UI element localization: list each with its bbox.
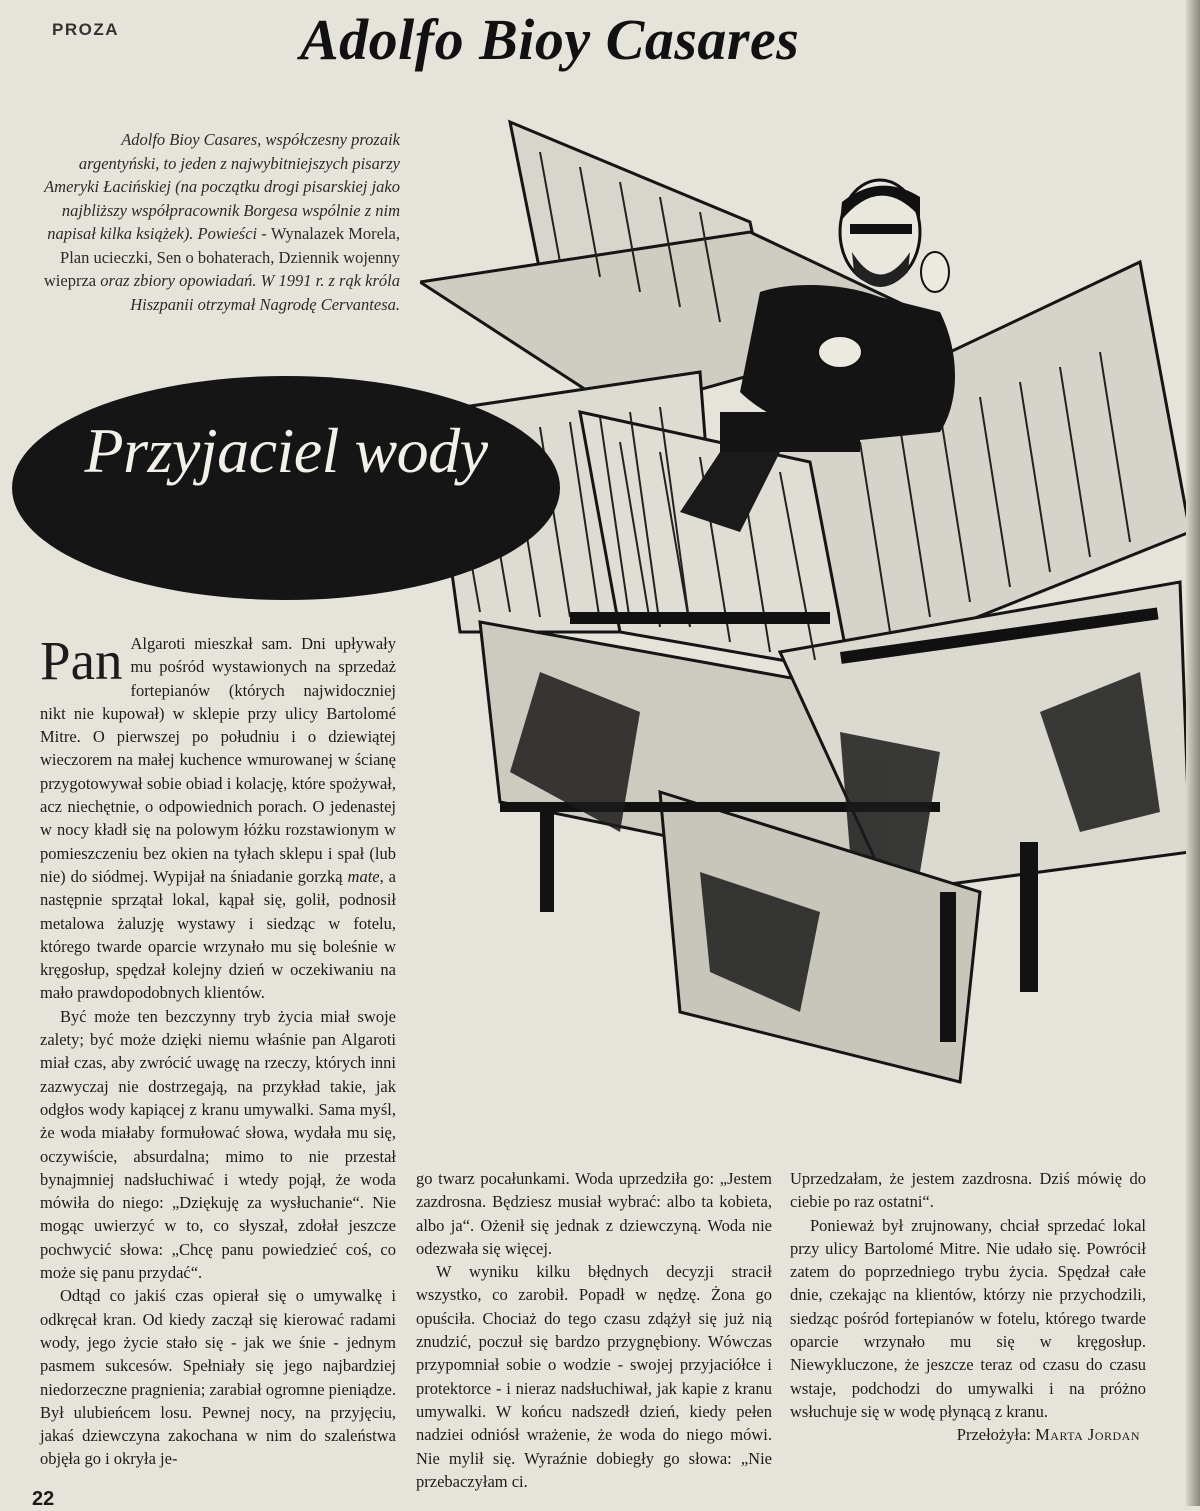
- text-column-1: [40, 632, 396, 1471]
- story-paragraph-2: Być może ten bezczynny tryb życia miał swoje zalety; być może dzięki niemu właśnie pan Algaroti miał czas, aby zwrócić uwagę na rzeczy, których inni zazwyczaj nie dostrzegają, na przykład takie, jak odgłos wody kapiącej z kranu umywalki. Sama myśl, że woda miałaby formułować słowa, wydała mu się, oczywiście, absurdalna; mimo to nie przestał bynajmniej nadsłuchiwać i wtedy pojął, że woda mówiła do niego: „Dziękuję za wysłuchanie“. Nie mogąc uwierzyć w to, co słyszał, zdołał jeszcze pochwycić słowa: „Chcę panu powiedzieć coś, co może się panu przydać“.: [40, 1006, 396, 1283]
- page-edge: [1186, 0, 1200, 1506]
- translator-name: Marta Jordan: [1035, 1425, 1140, 1444]
- translator-label: Przełożyła:: [956, 1425, 1036, 1444]
- story-paragraph-4: go twarz pocałunkami. Woda uprzedziła go: „Jestem zazdrosna. Będziesz musiał wybrać: albo ta kobieta, albo ja“. Ożenił się jednak z dziewczyną. Woda nie odezwała się więcej.: [416, 1169, 772, 1258]
- section-label: PROZA: [52, 20, 119, 39]
- story-paragraph-6: Uprzedzałam, że jestem zazdrosna. Dziś mówię do ciebie po raz ostatni“.: [790, 1169, 1146, 1212]
- dropcap: Pan: [40, 630, 123, 691]
- story-paragraph-3: Odtąd co jakiś czas opierał się o umywalkę i odkręcał kran. Od kiedy zaczął się kierować radami wody, jego życie stało się - jak we śnie - jednym pasmem sukcesów. Spełniały się jego najbardziej niedorzeczne pragnienia; zarabiał ogromne pieniądze. Był ulubieńcem losu. Pewnej nocy, na przyjęciu, jakaś dziewczyna zakochana w nim do szaleństwa objęła go i okryła je-: [40, 1286, 396, 1469]
- p1-text: Algaroti mieszkał sam. Dni upływały mu pośród wystawionych na sprzedaż fortepianów (których najwidoczniej nikt nie kupował) w sklepie przy ulicy Bartolomé Mitre. O pierwszej po południu i o dziewiątej wieczorem na małej kuchence wmurowanej w ścianę przygotowywał sobie obiad i kolację, które spożywał, acz niechętnie, o odpowiednich porach. O jedenastej w nocy kładł się na polowym łóżku rozstawionym w pomieszczeniu bez okien na tyłach sklepu i spał (lub nie) do siódmej. Wypijał na śniadanie gorzką: [40, 634, 396, 886]
- translator-credit: [900, 1425, 1140, 1445]
- p1-text-end: , a następnie sprzątał lokal, kąpał się, golił, podnosił metalowa żaluzję wystawy i siedząc w fotelu, którego twarde oparcie wrzynało mu się boleśnie w kręgosłup, spędzał kolejny dzień w oczekiwaniu na mało prawdopodobnych klientów.: [40, 866, 396, 1003]
- story-title: Przyjaciel wody: [84, 415, 488, 486]
- piano-photo-illustration: [420, 112, 1200, 1092]
- text-column-2: [416, 1167, 772, 1493]
- intro-text-end: oraz zbiory opowiadań. W 1991 r. z rąk króla Hiszpanii otrzymał Nagrodę Cervantesa.: [96, 271, 400, 314]
- author-intro: [40, 128, 400, 316]
- p1-mate: mate: [347, 866, 380, 886]
- author-name: Adolfo Bioy Casares: [300, 7, 800, 72]
- intro-works: Wynalazek Morela, Plan ucieczki, Sen o bohaterach, Dziennik wojenny wieprza: [43, 224, 400, 290]
- story-paragraph-1: [40, 632, 396, 1005]
- intro-text: Adolfo Bioy Casares, współczesny prozaik argentyński, to jeden z najwybitniejszych pisarzy Ameryki Łacińskiej (na początku drogi pisarskiej jako najbliższy współpracownik Borgesa wspólnie z nim napisał kilka książek). Powieści -: [44, 130, 400, 243]
- page-number: 22: [32, 1488, 55, 1510]
- title-oval: [12, 376, 560, 600]
- text-column-3: [790, 1167, 1146, 1423]
- story-paragraph-5: W wyniku kilku błędnych decyzji stracił wszystko, co zarobił. Popadł w nędzę. Żona go opuściła. Chociaż do tego czasu zdążył się już nią znudzić, poczuł się bardzo przygnębiony. Wówczas przypomniał sobie o wodzie - swojej przyjaciółce i protektorce - i nieraz nadsłuchiwał, jak kapie z kranu umywalki. W końcu nadszedł dzień, kiedy pełen nadziei odniósł wrażenie, że woda do niego mówi. Nie mylił się. Wyraźnie dobiegły go słowa: „Nie przebaczyłam ci.: [416, 1262, 772, 1491]
- story-paragraph-7: Ponieważ był zrujnowany, chciał sprzedać lokal przy ulicy Bartolomé Mitre. Nie udało się. Powrócił zatem do poprzedniego trybu życia. Spędzał całe dnie, czekając na klientów, którzy nie przychodzili, siedząc pośród fortepianów w fotelu, którego twarde oparcie wrzynało mu się w kręgosłup. Niewykluczone, że jeszcze teraz od czasu do czasu wstaje, podchodzi do umywalki i na próżno wsłuchuje się w wodę płynącą z kranu.: [790, 1215, 1146, 1421]
